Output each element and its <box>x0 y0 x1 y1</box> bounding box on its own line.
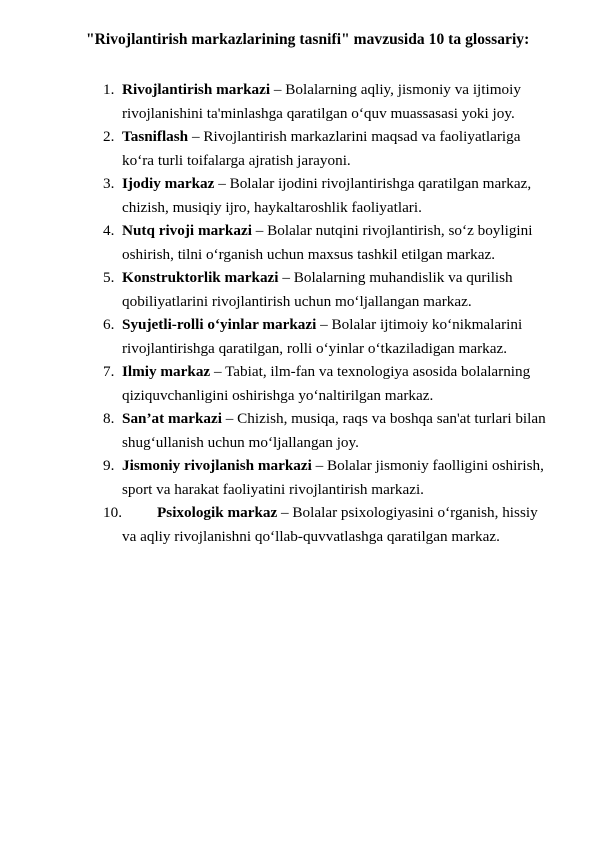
item-number: 8. <box>103 410 115 427</box>
item-definition: – Bolalarning muhandislik va qurilish qobiliyatlarini rivojlantirish uchun mo‘ljallangan markaz. <box>122 269 513 310</box>
item-term: Jismoniy rivojlanish markazi <box>122 457 312 474</box>
glossary-item <box>0 172 596 219</box>
item-definition: – Chizish, musiqa, raqs va boshqa san'at turlari bilan shug‘ullanish uchun mo‘ljallangan joy. <box>122 410 546 451</box>
item-definition: – Tabiat, ilm-fan va texnologiya asosida bolalarning qiziquvchanligini oshirishga yo‘naltirilgan markaz. <box>122 363 531 404</box>
glossary-item <box>0 454 596 501</box>
item-definition: – Bolalar psixologiyasini o‘rganish, hissiy va aqliy rivojlanishni qo‘llab-quvvatlashga qaratilgan markaz. <box>122 504 538 545</box>
item-term: Syujetli-rolli o‘yinlar markazi <box>122 316 317 333</box>
glossary-item <box>0 313 596 360</box>
item-definition: – Rivojlantirish markazlarini maqsad va faoliyatlariga ko‘ra turli toifalarga ajratish jarayoni. <box>122 128 521 169</box>
item-term: Nutq rivoji markazi <box>122 222 252 239</box>
glossary-item <box>0 125 596 172</box>
item-term: Ijodiy markaz <box>122 175 215 192</box>
item-number: 4. <box>103 222 115 239</box>
item-number: 2. <box>103 128 115 145</box>
item-number: 6. <box>103 316 115 333</box>
item-definition: – Bolalar ijodini rivojlantirishga qaratilgan markaz, chizish, musiqiy ijro, haykaltaroshlik faoliyatlari. <box>122 175 532 216</box>
item-number: 5. <box>103 269 115 286</box>
item-term: Rivojlantirish markazi <box>122 81 271 98</box>
item-number: 3. <box>103 175 115 192</box>
document-title: "Rivojlantirish markazlarining tasnifi" mavzusida 10 ta glossariy: <box>86 31 530 48</box>
item-definition: – Bolalar nutqini rivojlantirish, so‘z boyligini oshirish, tilni o‘rganish uchun maxsus tashkil etilgan markaz. <box>122 222 533 263</box>
item-term: Ilmiy markaz <box>122 363 211 380</box>
item-term: Konstruktorlik markazi <box>122 269 279 286</box>
glossary-item <box>0 219 596 266</box>
item-number: 7. <box>103 363 115 380</box>
item-number: 9. <box>103 457 115 474</box>
glossary-item <box>0 266 596 313</box>
item-term: Tasniflash <box>122 128 189 145</box>
item-definition: – Bolalar jismoniy faolligini oshirish, sport va harakat faoliyatini rivojlantirish markazi. <box>122 457 544 498</box>
glossary-item <box>0 407 596 454</box>
item-number: 10. <box>103 504 122 521</box>
item-term: San’at markazi <box>122 410 222 427</box>
item-term: Psixologik markaz <box>157 504 278 521</box>
glossary-item <box>0 78 596 125</box>
glossary-item <box>0 501 596 548</box>
glossary-item <box>0 360 596 407</box>
item-definition: – Bolalarning aqliy, jismoniy va ijtimoiy rivojlanishini ta'minlashga qaratilgan o‘quv muassasasi yoki joy. <box>122 81 521 122</box>
item-number: 1. <box>103 81 115 98</box>
glossary-list <box>0 78 596 548</box>
item-definition: – Bolalar ijtimoiy ko‘nikmalarini rivojlantirishga qaratilgan, rolli o‘yinlar o‘tkaziladigan markaz. <box>122 316 523 357</box>
